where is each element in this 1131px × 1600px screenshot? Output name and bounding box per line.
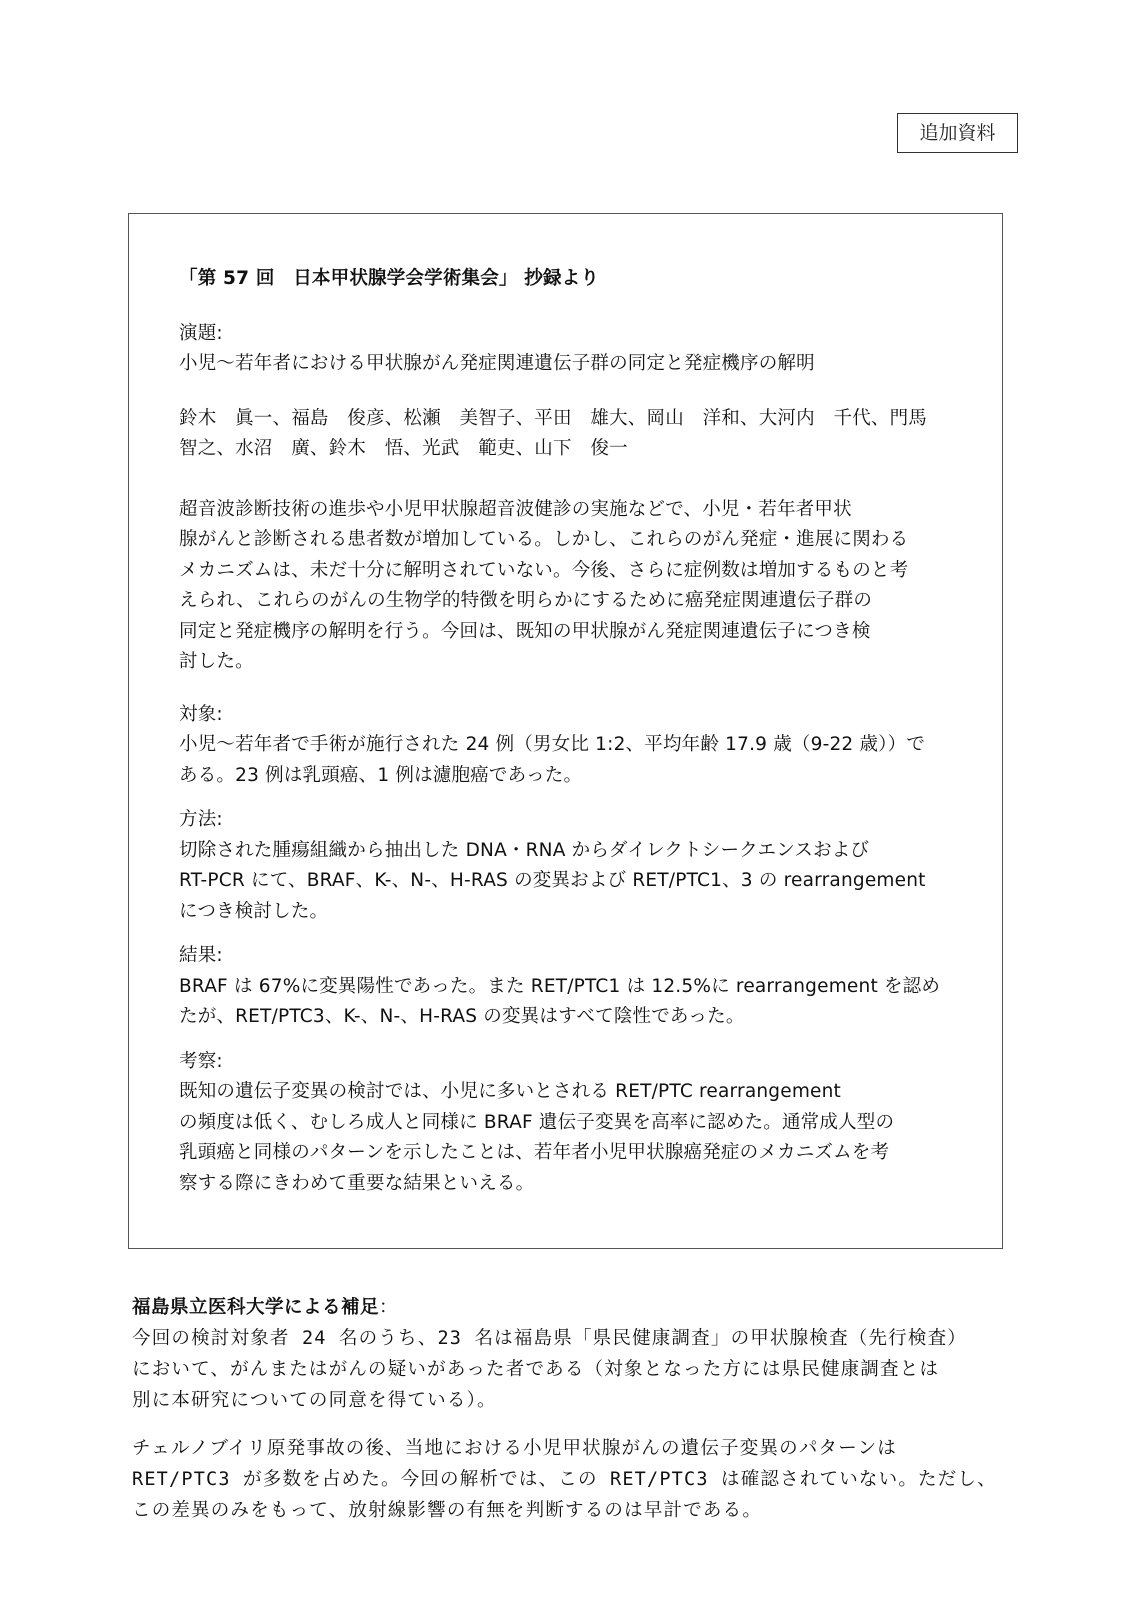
results-line: たが、RET/PTC3、K-、N-、H-RAS の変異はすべて陰性であった。 [179,1006,745,1027]
additional-material-tag: 追加資料 [897,113,1018,153]
intro-line: 腺がんと診断される患者数が増加している。しかし、これらのがん発症・進展に関わる [179,529,909,550]
topic-label: 演題: [179,322,223,344]
results-line: BRAF は 67%に変異陽性であった。また RET/PTC1 は 12.5%に rearrangement を認め [179,975,941,997]
methods-section [179,805,949,927]
subjects-line: ある。23 例は乳頭癌、1 例は濾胞癌であった。 [179,764,583,786]
discussion-line: 乳頭癌と同様のパターンを示したことは、若年者小児甲状腺癌発症のメカニズムを考 [179,1142,890,1163]
discussion-section [179,1047,949,1200]
supplement-heading [132,1292,1012,1323]
abstract-box [128,213,1003,1249]
supplement-line: 別に本研究についての同意を得ている）。 [132,1390,497,1411]
subjects-label: 対象: [179,703,223,725]
discussion-label: 考察: [179,1050,223,1072]
abstract-content [179,264,949,1213]
intro-section [179,495,949,678]
supplement-line: チェルノブイリ原発事故の後、当地における小児甲状腺がんの遺伝子変異のパターンは [132,1438,897,1459]
supplement-section [132,1292,1012,1543]
results-label: 結果: [179,945,223,966]
intro-line: 討した。 [179,651,254,672]
intro-line: メカニズムは、未だ十分に解明されていない。今後、さらに症例数は増加するものと考 [179,559,909,581]
authors-line: 智之、水沼 廣、鈴木 悟、光武 範吏、山下 俊一 [179,438,628,459]
supplement-heading-colon: ： [379,1297,399,1318]
intro-line: 超音波診断技術の進歩や小児甲状腺超音波健診の実施などで、小児・若年者甲状 [179,498,852,520]
results-section [179,941,949,1033]
methods-line: 切除された腫瘍組織から抽出した DNA・RNA からダイレクトシークエンスおよび [179,839,870,861]
discussion-line: 察する際にきわめて重要な結果といえる。 [179,1172,535,1194]
supplement-line: において、がんまたはがんの疑いがあった者である（対象となった方には県民健康調査とは [132,1359,940,1380]
authors-line: 鈴木 眞一、福島 俊彦、松瀬 美智子、平田 雄大、岡山 洋和、大河内 千代、門馬 [179,407,928,429]
intro-line: 同定と発症機序の解明を行う。今回は、既知の甲状腺がん発症関連遺伝子につき検 [179,620,871,642]
supplement-line: この差異のみをもって、放射線影響の有無を判断するのは早計である。 [132,1500,763,1521]
supplement-line: RET/PTC3 が多数を占めた。今回の解析では、この RET/PTC3 は確認されていない。ただし、 [132,1469,997,1490]
supplement-paragraph-2 [132,1433,1012,1526]
intro-line: えられ、これらのがんの生物学的特徴を明らかにするために癌発症関連遺伝子群の [179,590,873,611]
authors-section [179,404,949,465]
supplement-heading-text: 福島県立医科大学による補足 [132,1297,380,1318]
abstract-title: 「第 57 回 日本甲状腺学会学術集会」 抄録より [179,268,600,289]
methods-line: につき検討した。 [179,900,329,922]
subjects-section [179,700,949,792]
supplement-paragraph-1 [132,1323,1012,1416]
discussion-line: 既知の遺伝子変異の検討では、小児に多いとされる RET/PTC rearrangement [179,1081,842,1102]
methods-line: RT-PCR にて、BRAF、K-、N-、H-RAS の変異および RET/PTC1、3 の rearrangement [179,870,926,891]
topic-text: 小児～若年者における甲状腺がん発症関連遺伝子群の同定と発症機序の解明 [179,353,815,374]
topic-section [179,319,949,380]
supplement-line: 今回の検討対象者 24 名のうち、23 名は福島県「県民健康調査」の甲状腺検査（先行検査） [132,1328,967,1349]
discussion-line: の頻度は低く、むしろ成人と同様に BRAF 遺伝子変異を高率に認めた。通常成人型の [179,1111,895,1133]
subjects-line: 小児～若年者で手術が施行された 24 例（男女比 1:2、平均年齢 17.9 歳（9-22 歳））で [179,734,926,755]
methods-label: 方法: [179,809,223,830]
